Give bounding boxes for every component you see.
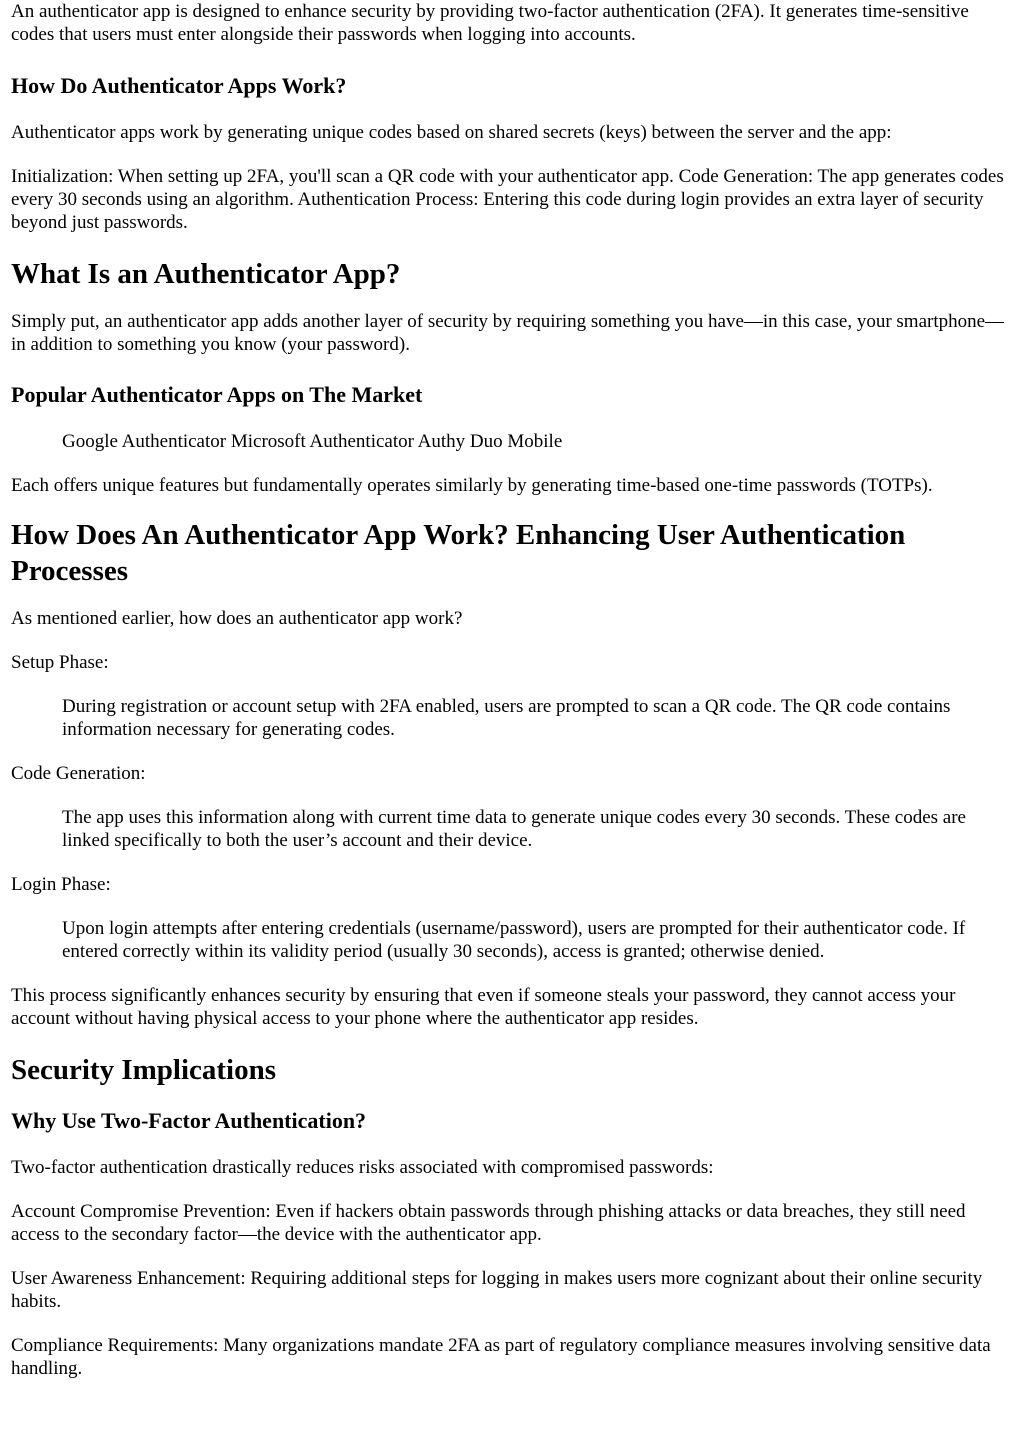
- enhancing-lead: As mentioned earlier, how does an authenticator app work?: [11, 608, 463, 629]
- popular-apps-heading: Popular Authenticator Apps on The Market: [11, 382, 423, 407]
- code-generation-text: The app uses this information along with current time data to generate unique codes every 30 seconds. These codes are linked specifically to both the user’s account and their device.: [62, 807, 966, 851]
- login-phase-text: Upon login attempts after entering credentials (username/password), users are prompted for their authenticator code. If entered correctly within its validity period (usually 30 seconds), access is granted; otherwise denied.: [62, 918, 966, 962]
- account-compromise-paragraph: Account Compromise Prevention: Even if hackers obtain passwords through phishing attacks or data breaches, they still need access to the secondary factor—the device with the authenticator app.: [11, 1201, 966, 1245]
- code-generation-label: Code Generation:: [11, 763, 146, 784]
- intro-paragraph: An authenticator app is designed to enhance security by providing two-factor authentication (2FA). It generates time-sensitive codes that users must enter alongside their passwords when logging into accounts.: [11, 1, 969, 45]
- what-is-paragraph: Simply put, an authenticator app adds another layer of security by requiring something you have—in this case, your smartphone—in addition to something you know (your password).: [11, 311, 1005, 355]
- how-do-apps-work-steps: Initialization: When setting up 2FA, you'll scan a QR code with your authenticator app. Code Generation: The app generates codes every 30 seconds using an algorithm. Authentication Process: Entering this code during login provides an extra layer of security beyond just passwords.: [11, 166, 1004, 233]
- how-do-apps-work-lead: Authenticator apps work by generating unique codes based on shared secrets (keys) between the server and the app:: [11, 122, 892, 143]
- why-2fa-lead: Two-factor authentication drastically reduces risks associated with compromised passwords:: [11, 1157, 714, 1178]
- enhancing-heading: How Does An Authenticator App Work? Enhancing User Authentication Processes: [11, 519, 906, 587]
- why-2fa-heading: Why Use Two-Factor Authentication?: [11, 1108, 367, 1133]
- enhancing-conclusion: This process significantly enhances security by ensuring that even if someone steals your password, they cannot access your account without having physical access to your phone where the authenticator app resides.: [11, 985, 956, 1029]
- security-implications-heading: Security Implications: [11, 1054, 277, 1086]
- popular-apps-summary: Each offers unique features but fundamentally operates similarly by generating time-based one-time passwords (TOTPs).: [11, 475, 933, 496]
- setup-phase-label: Setup Phase:: [11, 652, 109, 673]
- what-is-heading: What Is an Authenticator App?: [11, 258, 401, 290]
- how-do-apps-work-heading: How Do Authenticator Apps Work?: [11, 73, 347, 98]
- setup-phase-text: During registration or account setup with 2FA enabled, users are prompted to scan a QR code. The QR code contains information necessary for generating codes.: [62, 696, 951, 740]
- user-awareness-paragraph: User Awareness Enhancement: Requiring additional steps for logging in makes users more cognizant about their online security habits.: [11, 1268, 983, 1312]
- login-phase-label: Login Phase:: [11, 874, 111, 895]
- popular-apps-list: Google Authenticator Microsoft Authenticator Authy Duo Mobile: [62, 431, 563, 452]
- compliance-paragraph: Compliance Requirements: Many organizations mandate 2FA as part of regulatory compliance measures involving sensitive data handling.: [11, 1335, 991, 1379]
